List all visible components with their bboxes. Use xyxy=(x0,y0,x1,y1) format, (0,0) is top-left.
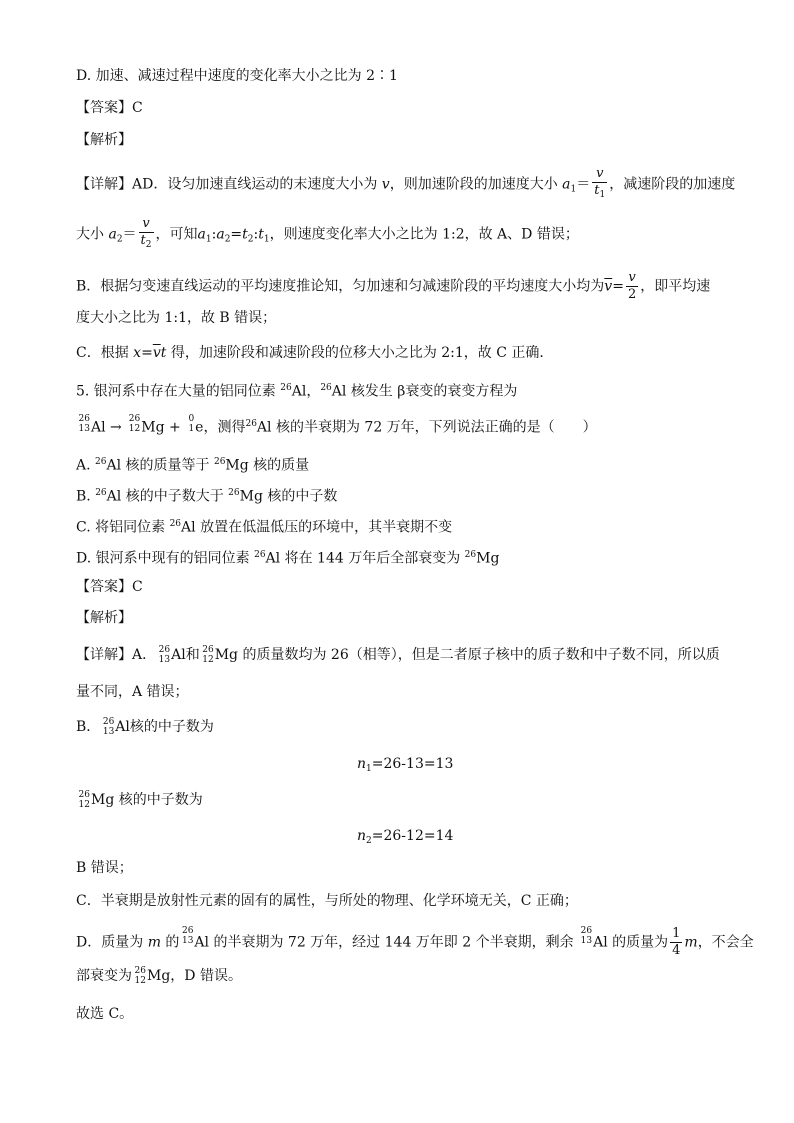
var-m: m xyxy=(147,934,161,951)
text: ，则加速阶段的加速度大小 xyxy=(389,176,558,193)
q5-answer xyxy=(76,577,143,597)
text: ，可知 xyxy=(155,226,198,243)
q4-detail-ad-line1 xyxy=(76,166,735,203)
answer-letter: C xyxy=(132,100,143,116)
q4-answer xyxy=(76,98,143,118)
nuclide-26-13-al: 26 13 xyxy=(102,717,115,737)
text: 放置在低温低压的环境中，其半衰期不变 xyxy=(200,519,453,536)
var-t: t xyxy=(258,226,264,243)
nuclide-26-12-mg: 26 12 xyxy=(202,645,214,665)
q5-detail-b-line xyxy=(76,717,214,737)
text: ，测得 xyxy=(203,419,246,436)
text: C．根据 xyxy=(76,345,129,361)
q5-decay-equation-line xyxy=(76,414,597,438)
text: 核的质量 xyxy=(253,457,310,474)
text: 将在 144 万年后全部衰变为 xyxy=(284,550,461,567)
element-al: Al xyxy=(115,719,130,735)
q5-detail-mg-line xyxy=(76,790,203,810)
text: 核的半衰期为 72 万年，下列说法正确的是（ ） xyxy=(275,419,597,436)
text: ，减速阶段的加速度 xyxy=(609,176,736,193)
text: 核发生 β衰变的衰变方程为 xyxy=(350,383,518,400)
text: 的质量为 xyxy=(612,934,669,951)
text: D. 银河系中现有的铝同位素 xyxy=(76,550,250,567)
denominator: 2 xyxy=(627,287,637,302)
text: 的 xyxy=(165,934,180,951)
text: ， xyxy=(306,383,321,400)
text: 核的中子数大于 xyxy=(125,488,224,505)
mass-number: 26 xyxy=(213,457,226,467)
q5-detail-b-end: B 错误； xyxy=(76,860,133,876)
element-al: Al xyxy=(331,383,347,400)
text: 大小 xyxy=(76,226,104,243)
q4-analysis-tag: 【解析】 xyxy=(76,132,132,148)
element-al: Al xyxy=(91,419,106,436)
element-mg: Mg xyxy=(141,419,165,436)
var-m: m xyxy=(684,934,698,951)
sub: 2 xyxy=(224,234,231,245)
equation-n2 xyxy=(357,826,453,851)
var-a: a xyxy=(197,226,206,243)
answer-letter: C xyxy=(132,579,143,595)
element-mg: Mg xyxy=(91,792,115,808)
mass-number: 26 xyxy=(95,457,107,467)
nuclide-26-13-al: 26 13 xyxy=(78,414,90,434)
q4-detail-c xyxy=(76,343,553,363)
fraction-v-over-2 xyxy=(626,270,638,303)
text: 部衰变为 xyxy=(76,968,132,984)
q4-detail-ad-line2 xyxy=(76,216,579,253)
v-bar: $\overline{v}$ xyxy=(152,345,161,361)
plus: + xyxy=(168,419,181,436)
sub: 2 xyxy=(247,234,254,245)
v-bar: $\overline{v}$ xyxy=(604,278,613,295)
mass-number: 26 xyxy=(464,550,477,560)
equals: = xyxy=(612,278,624,295)
q5-detail-a-line2: 量不同，A 错误； xyxy=(76,684,189,700)
element-al: Al xyxy=(106,488,122,505)
mass-number: 26 xyxy=(228,488,240,498)
nuclide-26-13-al: 26 13 xyxy=(580,926,593,946)
text: 【详解】AD．设匀加速直线运动的末速度大小为 xyxy=(76,176,378,193)
colon: : xyxy=(211,226,217,243)
q5-conclusion: 故选 C。 xyxy=(76,1006,134,1022)
element-mg: Mg xyxy=(214,647,239,663)
nuclide-26-12-mg: 26 12 xyxy=(78,790,90,810)
var-n: n xyxy=(357,756,367,772)
answer-tag: 【答案】 xyxy=(76,579,132,595)
var-t: t xyxy=(242,226,248,243)
element-e: e xyxy=(195,419,204,436)
text: 核的中子数为 xyxy=(118,792,203,808)
nuclide-26-12-mg: 26 12 xyxy=(134,966,146,986)
fraction-v-over-t2 xyxy=(139,216,154,253)
option-label: A. xyxy=(76,457,91,474)
nuclide-26-13-al: 26 13 xyxy=(181,926,194,946)
answer-tag: 【答案】 xyxy=(76,100,132,116)
sub: 1 xyxy=(263,234,270,245)
text: C. 将铝同位素 xyxy=(76,519,166,536)
mass-number: 26 xyxy=(254,550,266,560)
element-al: Al xyxy=(265,550,281,567)
text: D．质量为 xyxy=(76,934,144,951)
sub: 1 xyxy=(599,190,606,200)
text: ，则速度变化率大小之比为 1:2，故 A、D 错误； xyxy=(269,226,579,243)
var-v: v xyxy=(596,166,604,181)
element-al: Al xyxy=(106,457,122,474)
positron: 0 1 xyxy=(188,414,195,434)
var-a: a xyxy=(216,226,225,243)
q5-detail-a-line1 xyxy=(76,645,720,665)
equation-rhs: =26-12=14 xyxy=(371,828,454,844)
text: ，即平均速 xyxy=(640,278,711,295)
q4-option-d: D. 加速、减速过程中速度的变化率大小之比为 2∶1 xyxy=(76,68,398,84)
var-v: v xyxy=(381,176,390,193)
element-al: Al xyxy=(256,419,272,436)
element-al: Al xyxy=(181,519,196,536)
fraction-1-over-4: $\frac{1}{4}$ xyxy=(672,926,681,958)
q5-stem-line1 xyxy=(76,378,517,402)
nuclide-26-13-al: 26 13 xyxy=(158,645,171,665)
arrow: → xyxy=(110,419,122,436)
var-t: t xyxy=(160,345,167,361)
sub: 2 xyxy=(116,234,123,245)
q5-detail-d-line1 xyxy=(76,926,754,959)
var-t: t xyxy=(140,233,146,248)
sub: 1 xyxy=(205,234,212,245)
element-al: Al xyxy=(291,383,307,400)
q5-option-b xyxy=(76,483,337,507)
q4-detail-b-line1 xyxy=(76,270,710,303)
text: ，D 错误。 xyxy=(170,968,242,984)
colon: : xyxy=(253,226,259,243)
var-x: x xyxy=(133,345,142,361)
sub: 1 xyxy=(570,184,577,195)
element-mg: Mg xyxy=(147,968,171,984)
sub: 1 xyxy=(366,764,372,774)
equation-n1 xyxy=(357,754,453,779)
element-mg: Mg xyxy=(476,550,500,567)
q5-option-a xyxy=(76,452,309,476)
var-t: t xyxy=(594,183,600,198)
equals: = xyxy=(141,345,153,361)
element-mg: Mg xyxy=(239,488,263,505)
text: 核的中子数为 xyxy=(129,719,214,735)
text: ，不会全 xyxy=(697,934,754,951)
q4-detail-b-line2: 度大小之比为 1:1，故 B 错误； xyxy=(76,310,277,326)
text: 和 xyxy=(185,647,200,663)
equals: = xyxy=(230,226,243,243)
text: 得，加速阶段和减速阶段的位移大小之比为 2:1，故 C 正确． xyxy=(170,345,554,361)
var-a: a xyxy=(562,176,571,193)
q5-analysis-tag: 【解析】 xyxy=(76,610,132,626)
q5-option-d xyxy=(76,545,499,569)
equals: ＝ xyxy=(122,226,137,243)
var-v: v xyxy=(628,270,636,285)
text: 的半衰期为 72 万年，经过 144 万年即 2 个半衰期，剩余 xyxy=(213,934,574,951)
text: 5. 银河系中存在大量的铝同位素 xyxy=(76,383,276,400)
element-mg: Mg xyxy=(225,457,249,474)
sub: 2 xyxy=(366,836,372,846)
var-v: v xyxy=(142,216,150,231)
equals: ＝ xyxy=(576,176,591,193)
equation-rhs: =26-13=13 xyxy=(371,756,454,772)
var-n: n xyxy=(357,828,367,844)
mass-number: 26 xyxy=(169,519,182,529)
mass-number: 26 xyxy=(280,383,292,393)
text: 【详解】A． xyxy=(76,647,157,663)
text: 核的中子数 xyxy=(267,488,338,505)
element-al: Al xyxy=(171,647,186,663)
element-al: Al xyxy=(194,934,210,951)
q5-option-c xyxy=(76,514,452,538)
sub: 2 xyxy=(145,240,152,250)
text: B．根据匀变速直线运动的平均速度推论知，匀加速和匀减速阶段的平均速度大小均为 xyxy=(76,278,605,295)
nuclide-26-12-mg: 26 12 xyxy=(128,414,141,434)
q5-detail-d-line2 xyxy=(76,966,242,986)
element-al: Al xyxy=(593,934,608,951)
var-a: a xyxy=(108,226,117,243)
text: 的质量数均为 26（相等），但是二者原子核中的质子数和中子数不同，所以质 xyxy=(242,647,720,663)
q5-detail-c: C．半衰期是放射性元素的固有的属性，与所处的物理、化学环境无关，C 正确； xyxy=(76,893,578,909)
text: 核的质量等于 xyxy=(125,457,210,474)
option-label: B. xyxy=(76,488,91,505)
mass-number: 26 xyxy=(320,383,332,393)
mass-number: 26 xyxy=(245,419,257,429)
text: B． xyxy=(76,719,101,735)
mass-number: 26 xyxy=(95,488,107,498)
fraction-v-over-t1 xyxy=(592,166,607,203)
